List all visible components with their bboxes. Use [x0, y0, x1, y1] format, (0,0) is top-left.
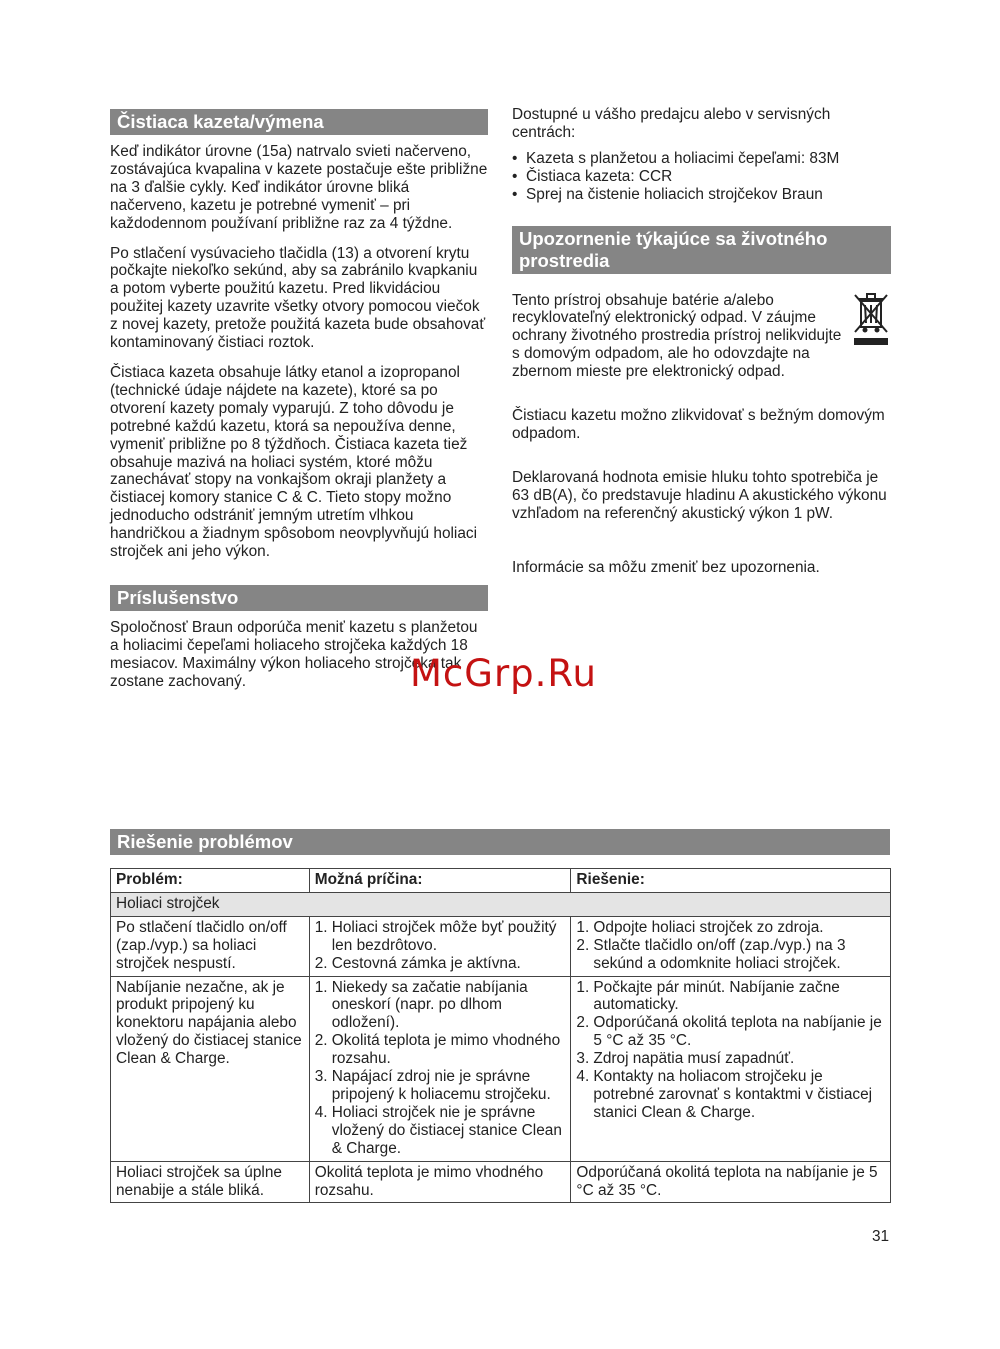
table-row: [111, 1161, 891, 1203]
section-title-environment: Upozornenie týkajúce sa životného prostredia: [512, 226, 891, 274]
problem-cell: Nabíjanie nezačne, ak je produkt pripojený ku konektoru napájania alebo vložený do čistiacej stanice Clean & Charge.: [111, 976, 310, 1161]
cartridge-paragraph-1: Keď indikátor úrovne (15a) natrvalo svieti načerveno, zostávajúca kvapalina v kazete postačuje ešte približne na 3 ďalšie cykly. Keď indikátor úrovne bliká načerveno, kazetu je potrebné vymeniť – pri každodennom používaní približne raz za 4 týždne.: [110, 143, 488, 232]
problem-cell: Holiaci strojček sa úplne nenabije a stále bliká.: [111, 1161, 310, 1203]
accessory-list: [512, 150, 891, 204]
header-cause: Možná príčina:: [309, 869, 571, 893]
noise-declaration: Deklarovaná hodnota emisie hluku tohto spotrebiča je 63 dB(A), čo predstavuje hladinu A akustického výkonu vzhľadom na referenčný akustický výkon 1 pW.: [512, 468, 887, 522]
table-row: [111, 976, 891, 1161]
list-item: • Čistiaca kazeta: CCR: [512, 168, 891, 186]
watermark: McGrp.Ru: [410, 652, 597, 695]
list-item: 2. Odporúčaná okolitá teplota na nabíjanie je 5 °C až 35 °C.: [576, 1014, 882, 1050]
page-number: 31: [872, 1228, 890, 1245]
list-item: 2. Stlačte tlačidlo on/off (zap./vyp.) na 3 sekúnd a odomknite holiaci strojček.: [576, 936, 846, 972]
weee-crossed-bin-icon: [853, 292, 889, 346]
accessories-paragraph: Spoločnosť Braun odporúča meniť kazetu s planžetou a holiacimi čepeľami holiaceho strojčeka každých 18 mesiacov. Maximálny výkon holiaceho strojčeka tak zostane zachovaný.: [110, 618, 478, 690]
list-item: 1. Holiaci strojček môže byť použitý len bezdrôtovo.: [314, 918, 557, 954]
list-item: 1. Počkajte pár minút. Nabíjanie začne automaticky.: [576, 978, 840, 1014]
cartridge-disposal: Čistiacu kazetu možno zlikvidovať s bežným domovým odpadom.: [512, 407, 885, 442]
problem-cell: Po stlačení tlačidlo on/off (zap./vyp.) sa holiaci strojček nespustí.: [111, 916, 310, 976]
right-column: [512, 106, 891, 577]
cartridge-paragraph-2: Po stlačení vysúvacieho tlačidla (13) a otvorení krytu počkajte niekoľko sekúnd, aby sa zabránilo kvapkaniu a potom vyberte použitú kazetu. Pred likvidáciou použitej kazety uzavrite všetky otvory pomocou viečok z novej kazety, pretože použitá kazeta bude obsahovať kontaminovaný čistiaci roztok.: [110, 244, 486, 352]
list-item: 3. Napájací zdroj nie je správne pripojený k holiacemu strojčeku.: [314, 1068, 551, 1103]
table-header-row: [111, 869, 891, 893]
availability-intro: Dostupné u vášho predajcu alebo v servisných centrách:: [512, 106, 831, 141]
cause-cell: Okolitá teplota je mimo vhodného rozsahu.: [309, 1161, 571, 1203]
section-title-troubleshooting: Riešenie problémov: [110, 829, 890, 855]
list-item: 1. Niekedy sa začatie nabíjania oneskorí (napr. po dlhom odložení).: [314, 978, 528, 1032]
list-item: 4. Holiaci strojček nie je správne vložený do čistiacej stanice Clean & Charge.: [314, 1103, 562, 1157]
table-group-row: [111, 892, 891, 916]
section-title-cartridge: Čistiaca kazeta/výmena: [110, 109, 488, 135]
solution-cell: Odporúčaná okolitá teplota na nabíjanie je 5 °C až 35 °C.: [571, 1161, 891, 1203]
header-problem: Problém:: [111, 869, 310, 893]
solution-cell: [571, 916, 891, 976]
list-item: 4. Kontakty na holiacom strojčeku je potrebné zarovnať s kontaktmi v čistiacej stanici Clean & Charge.: [576, 1068, 873, 1121]
header-solution: Riešenie:: [571, 869, 891, 893]
change-notice: Informácie sa môžu zmeniť bez upozornenia.: [512, 558, 820, 576]
left-column: [110, 109, 488, 691]
list-item: • Kazeta s planžetou a holiacimi čepeľami: 83M: [512, 150, 891, 168]
cause-cell: [309, 916, 571, 976]
table-row: [111, 916, 891, 976]
cartridge-paragraph-3: Čistiaca kazeta obsahuje látky etanol a izopropanol (technické údaje nájdete na kazete), ktoré sa po otvorení kazety pomaly vyparujú. Z toho dôvodu je potrebné každú kazetu, ktorá sa nepoužíva denne, vymeniť približne po 8 týždňoch. Čistiaca kazeta tiež obsahuje mazivá na holiaci systém, ktoré môžu zanechávať stopy na vonkajšom okraji planžety a čistiacej komory stanice C & C. Tieto stopy možno jednoducho odstrániť jemným utretím vlhkou handričkou a žiadnym spôsobom neovplyvňujú holiaci strojček ani jeho výkon.: [110, 363, 478, 561]
list-item: 1. Odpojte holiaci strojček zo zdroja.: [576, 918, 824, 936]
solution-cell: [571, 976, 891, 1161]
list-item: 2. Cestovná zámka je aktívna.: [314, 954, 521, 972]
list-item: 2. Okolitá teplota je mimo vhodného rozsahu.: [314, 1032, 561, 1068]
environment-paragraph: Tento prístroj obsahuje batérie a/alebo recyklovateľný elektronický odpad. V záujme ochrany životného prostredia prístroj nelikvidujte s domovým odpadom, ale ho odovzdajte na zbernom mieste pre elektronický odpad.: [512, 291, 842, 381]
group-label: Holiaci strojček: [111, 892, 891, 916]
cause-cell: [309, 976, 571, 1161]
list-item: 3. Zdroj napätia musí zapadnúť.: [576, 1050, 795, 1068]
environment-block: [512, 292, 891, 382]
section-title-accessories: Príslušenstvo: [110, 585, 488, 611]
list-item: • Sprej na čistenie holiacich strojčekov Braun: [512, 186, 891, 204]
troubleshooting-table: [110, 868, 891, 1203]
